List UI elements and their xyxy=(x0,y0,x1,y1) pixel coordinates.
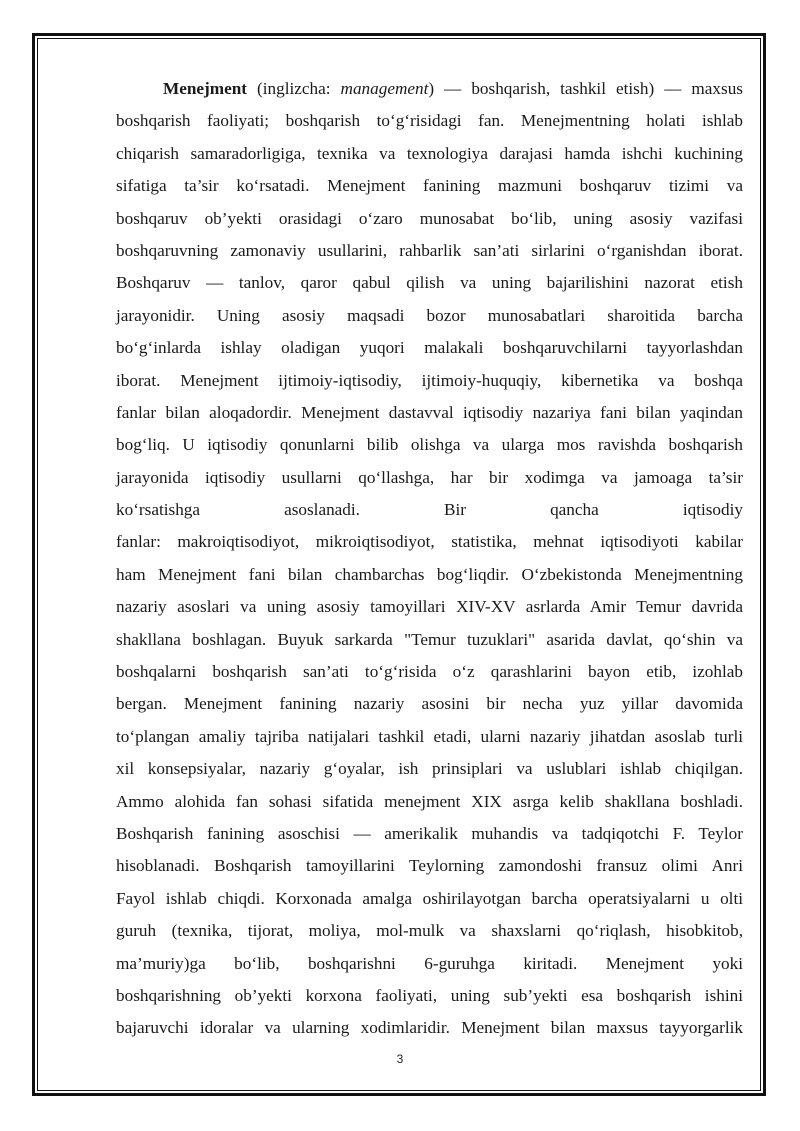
text-line: boshqaruv ob’yekti orasidagi o‘zaro munosabat bo‘lib, uning asosiy vazifasi xyxy=(116,208,743,228)
text-line: chiqarish samaradorligiga, texnika va texnologiya darajasi hamda ishchi kuchining xyxy=(116,143,743,163)
text-line: sifatiga ta’sir ko‘rsatadi. Menejment fanining mazmuni boshqaruv tizimi va xyxy=(116,176,743,196)
text-line: fanlar bilan aloqadordir. Menejment dastavval iqtisodiy nazariya fani bilan yaqindan xyxy=(116,402,743,422)
text-line: Boshqaruv — tanlov, qaror qabul qilish va uning bajarilishini nazorat etish xyxy=(116,273,743,293)
text-line: jarayonidir. Uning asosiy maqsadi bozor munosabatlari sharoitida barcha xyxy=(116,305,743,325)
page-number: 3 xyxy=(396,1052,404,1066)
text-line: jarayonida iqtisodiy usullarni qo‘llashga, har bir xodimga va jamoaga ta’sir xyxy=(116,467,743,487)
text-line: boshqarishning ob’yekti korxona faoliyati, uning sub’yekti esa boshqarish ishini xyxy=(116,985,743,1005)
text-line: ko‘rsatishga asoslanadi. Bir qancha iqtisodiy xyxy=(116,500,743,520)
text-line: boshqarish faoliyati; boshqarish to‘g‘risidagi fan. Menejmentning holati ishlab xyxy=(116,111,743,131)
text-line: nazariy asoslari va uning asosiy tamoyillari XIV-XV asrlarda Amir Temur davrida xyxy=(116,597,743,617)
paragraph-first-line xyxy=(116,73,743,105)
text-line: ham Menejment fani bilan chambarchas bog‘liqdir. O‘zbekistonda Menejmentning xyxy=(116,564,743,584)
text-line: boshqaruvning zamonaviy usullarini, rahbarlik san’ati sirlarini o‘rganishdan iborat. xyxy=(116,240,743,260)
text-line: xil konsepsiyalar, nazariy g‘oyalar, ish prinsiplari va uslublari ishlab chiqilgan. xyxy=(116,759,743,779)
text-line: Fayol ishlab chiqdi. Korxonada amalga oshirilayotgan barcha operatsiyalarni u olti xyxy=(116,888,743,908)
term-bold: Menejment xyxy=(163,79,247,98)
text-line: ma’muriy)ga bo‘lib, boshqarishni 6-guruhga kiritadi. Menejment yoki xyxy=(116,953,743,973)
text-line: boshqalarni boshqarish san’ati to‘g‘risida o‘z qarashlarini bayon etib, izohlab xyxy=(116,662,743,682)
text-line: to‘plangan amaliy tajriba natijalari tashkil etadi, ularni nazariy jihatdan asoslab turli xyxy=(116,726,743,746)
text-line: bajaruvchi idoralar va ularning xodimlaridir. Menejment bilan maxsus tayyorgarlik xyxy=(116,1018,743,1038)
text-line: bog‘liq. U iqtisodiy qonunlarni bilib olishga va ularga mos ravishda boshqarish xyxy=(116,435,743,455)
term-rest: ) — boshqarish, tashkil etish) — maxsus xyxy=(428,79,743,98)
text-line: fanlar: makroiqtisodiyot, mikroiqtisodiyot, statistika, mehnat iqtisodiyoti kabilar xyxy=(116,532,743,552)
text-line: iborat. Menejment ijtimoiy-iqtisodiy, ijtimoiy-huquqiy, kibernetika va boshqa xyxy=(116,370,743,390)
text-line: Ammo alohida fan sohasi sifatida menejment XIX asrga kelib shakllana boshladi. xyxy=(116,791,743,811)
text-line: guruh (texnika, tijorat, moliya, mol-mulk va shaxslarni qo‘riqlash, hisobkitob, xyxy=(116,921,743,941)
body-text xyxy=(116,73,743,1045)
text-line: hisoblanadi. Boshqarish tamoyillarini Teylorning zamondoshi fransuz olimi Anri xyxy=(116,856,743,876)
text-line: shakllana boshlagan. Buyuk sarkarda "Temur tuzuklari" asarida davlat, qo‘shin va xyxy=(116,629,743,649)
text-line: Boshqarish fanining asoschisi — amerikalik muhandis va tadqiqotchi F. Teylor xyxy=(116,823,743,843)
term-italic: management xyxy=(340,79,429,98)
text-line: bergan. Menejment fanining nazariy asosini bir necha yuz yillar davomida xyxy=(116,694,743,714)
text-line: bo‘g‘inlarda ishlay oladigan yuqori malakali boshqaruvchilarni tayyorlashdan xyxy=(116,338,743,358)
term-open: (inglizcha: xyxy=(247,79,341,98)
